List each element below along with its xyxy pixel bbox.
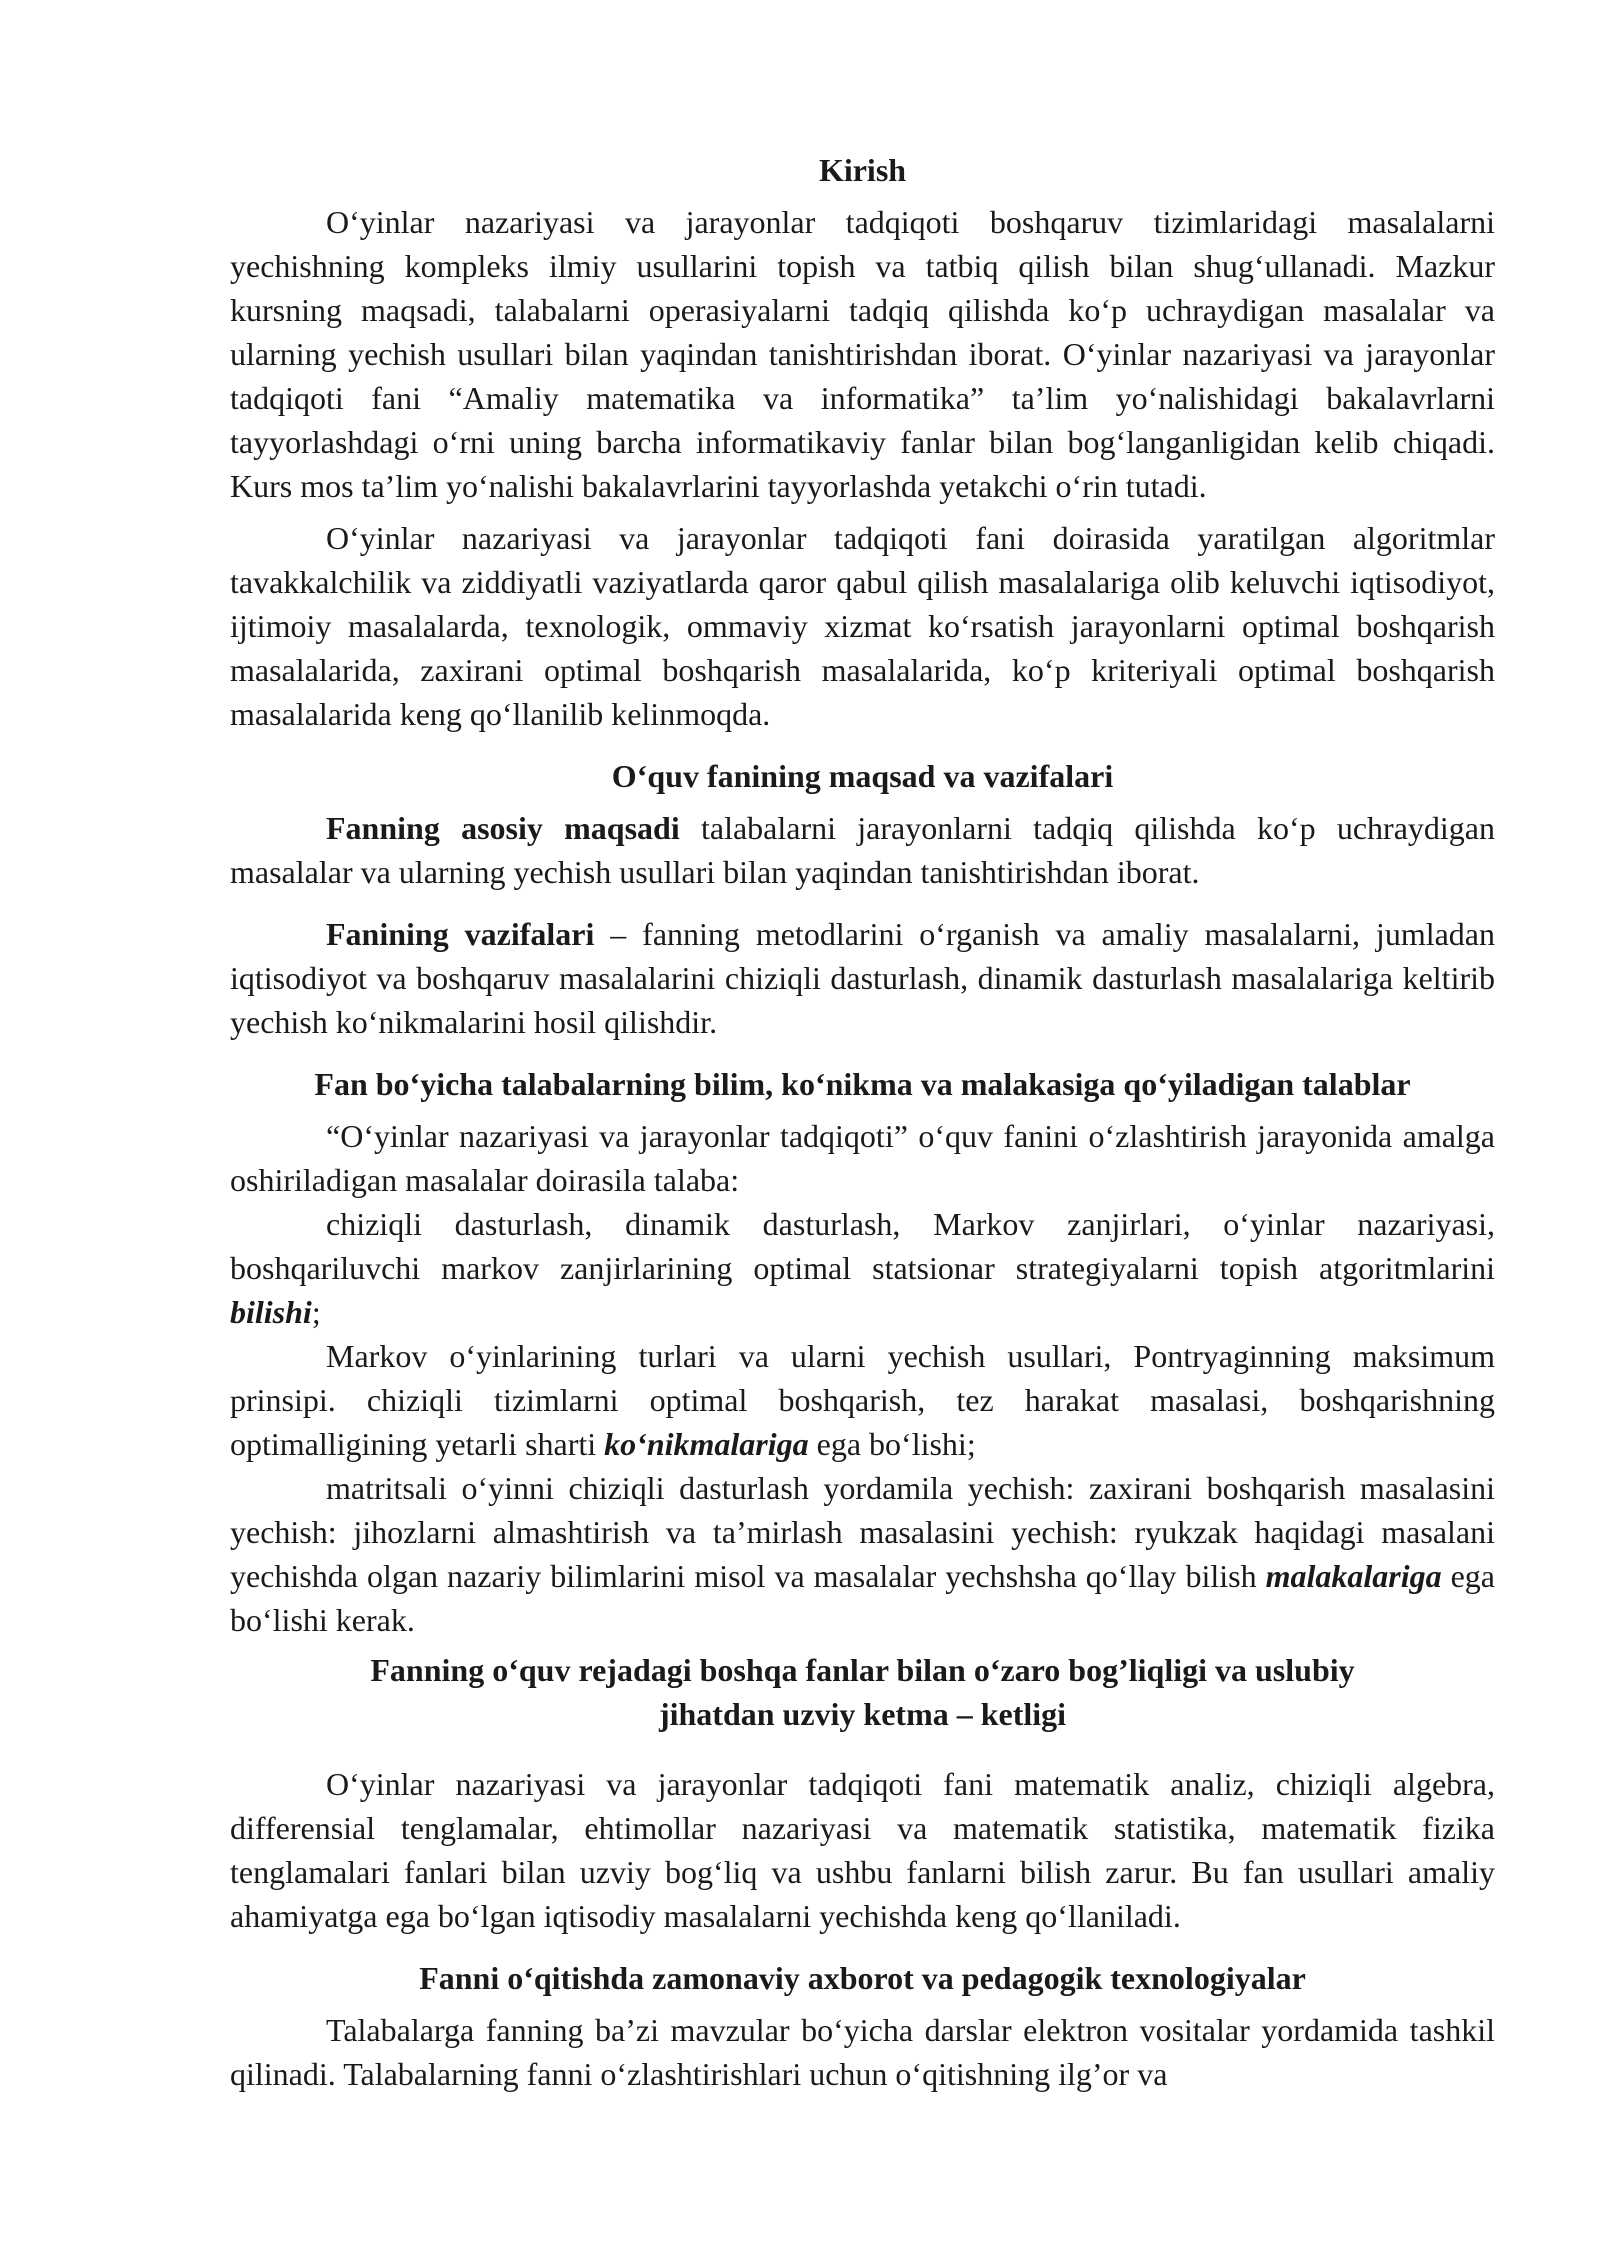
tasks-bold-term: Fanining vazifalari: [326, 916, 595, 952]
document-page: [230, 148, 1495, 2096]
goal-paragraph: [230, 806, 1495, 894]
intro-paragraph-1: O‘yinlar nazariyasi va jarayonlar tadqiqoti boshqaruv tizimlaridagi masalalarni yechishning kompleks ilmiy usullarini topish va tatbiq qilish bilan shug‘ullanadi. Mazkur kursning maqsadi, talabalarni operasiyalarni tadqiq qilishda ko‘p uchraydigan masalalar va ularning yechish usullari bilan yaqindan tanishtirishdan iborat. O‘yinlar nazariyasi va jarayonlar tadqiqoti fani “Amaliy matematika va informatika” ta’lim yo‘nalishidagi bakalavrlarni tayyorlashdagi o‘rni uning barcha informatikaviy fanlar bilan bog‘langanligidan kelib chiqadi. Kurs mos ta’lim yo‘nalishi bakalavrlarini tayyorlashda yetakchi o‘rin tutadi.: [230, 204, 1495, 504]
skills-text: Markov o‘yinlarining turlari va ularni yechish usullari, Pontryaginning maksimum prinsipi. chiziqli tizimlarni optimal boshqarish, tez harakat masalasi, boshqarishning optimalligining yetarli sharti: [230, 1338, 1495, 1462]
heading-technologies: Fanni o‘qitishda zamonaviy axborot va pedagogik texnologiyalar: [419, 1960, 1306, 1996]
knowledge-end: ;: [311, 1294, 321, 1330]
qualifications-text: matritsali o‘yinni chiziqli dasturlash yordamila yechish: zaxirani boshqarish masalasini yechish: jihozlarni almashtirish va ta’mirlash masalasini yechish: ryukzak haqidagi masalani yechishda olgan nazariy bilimlarini misol va masalalar yechshsha qo‘llay bilish: [230, 1470, 1495, 1594]
knowledge-text: chiziqli dasturlash, dinamik dasturlash, Markov zanjirlari, o‘yinlar nazariyasi, boshqariluvchi markov zanjirlarining optimal statsionar strategiyalarni topish atgoritmlarini: [230, 1206, 1495, 1286]
skills-emphasis: ko‘nikmalariga: [604, 1426, 809, 1462]
relations-paragraph: O‘yinlar nazariyasi va jarayonlar tadqiqoti fani matematik analiz, chiziqli algebra, differensial tenglamalar, ehtimollar nazariyasi va matematik statistika, matematik fizika tenglamalari fanlari bilan uzviy bog‘liq va ushbu fanlarni bilish zarur. Bu fan usullari amaliy ahamiyatga ega bo‘lgan iqtisodiy masalalarni yechishda keng qo‘llaniladi.: [230, 1766, 1495, 1934]
knowledge-emphasis: bilishi: [230, 1294, 312, 1330]
heading-relations-line-2: jihatdan uzviy ketma – ketligi: [658, 1696, 1067, 1732]
requirements-paragraph-knowledge: [230, 1202, 1495, 1334]
heading-requirements: Fan bo‘yicha talabalarning bilim, ko‘nikma va malakasiga qo‘yiladigan talablar: [314, 1066, 1411, 1102]
tasks-text: – fanning metodlarini o‘rganish va amaliy masalalarni, jumladan iqtisodiyot va boshqaruv masalalarini chiziqli dasturlash, dinamik dasturlash masalalariga keltirib yechish ko‘nikmalarini hosil qilishdir.: [230, 916, 1495, 1040]
heading-goals: O‘quv fanining maqsad va vazifalari: [611, 758, 1114, 794]
goal-text: talabalarni jarayonlarni tadqiq qilishda ko‘p uchraydigan masalalar va ularning yechish usullari bilan yaqindan tanishtirishdan iborat.: [230, 810, 1496, 890]
heading-kirish: Kirish: [818, 152, 907, 188]
technologies-paragraph: Talabalarga fanning ba’zi mavzular bo‘yicha darslar elektron vositalar yordamida tashkil qilinadi. Talabalarning fanni o‘zlashtirishlari uchun o‘qitishning ilg’or va: [230, 2012, 1495, 2092]
skills-end: ega bo‘lishi;: [808, 1426, 976, 1462]
intro-paragraph-2: O‘yinlar nazariyasi va jarayonlar tadqiqoti fani doirasida yaratilgan algoritmlar tavakkalchilik va ziddiyatli vaziyatlarda qaror qabul qilish masalalariga olib keluvchi iqtisodiyot, ijtimoiy masalalarda, texnologik, ommaviy xizmat ko‘rsatish jarayonlarni optimal boshqarish masalalarida, zaxirani optimal boshqarish masalalarida, ko‘p kriteriyali optimal boshqarish masalalarida keng qo‘llanilib kelinmoqda.: [230, 520, 1495, 732]
tasks-paragraph: [230, 912, 1495, 1044]
qualifications-end: ega bo‘lishi kerak.: [230, 1558, 1496, 1638]
heading-relations: [230, 1648, 1495, 1736]
qualifications-emphasis: malakalariga: [1265, 1558, 1442, 1594]
goal-bold-term: Fanning asosiy maqsadi: [326, 810, 680, 846]
requirements-paragraph-1: “O‘yinlar nazariyasi va jarayonlar tadqiqoti” o‘quv fanini o‘zlashtirish jarayonida amalga oshiriladigan masalalar doirasila talaba:: [230, 1118, 1495, 1198]
requirements-paragraph-qualifications: [230, 1466, 1495, 1642]
requirements-paragraph-skills: [230, 1334, 1495, 1466]
heading-relations-line-1: Fanning o‘quv rejadagi boshqa fanlar bilan o‘zaro bog’liqligi va uslubiy: [370, 1652, 1355, 1688]
